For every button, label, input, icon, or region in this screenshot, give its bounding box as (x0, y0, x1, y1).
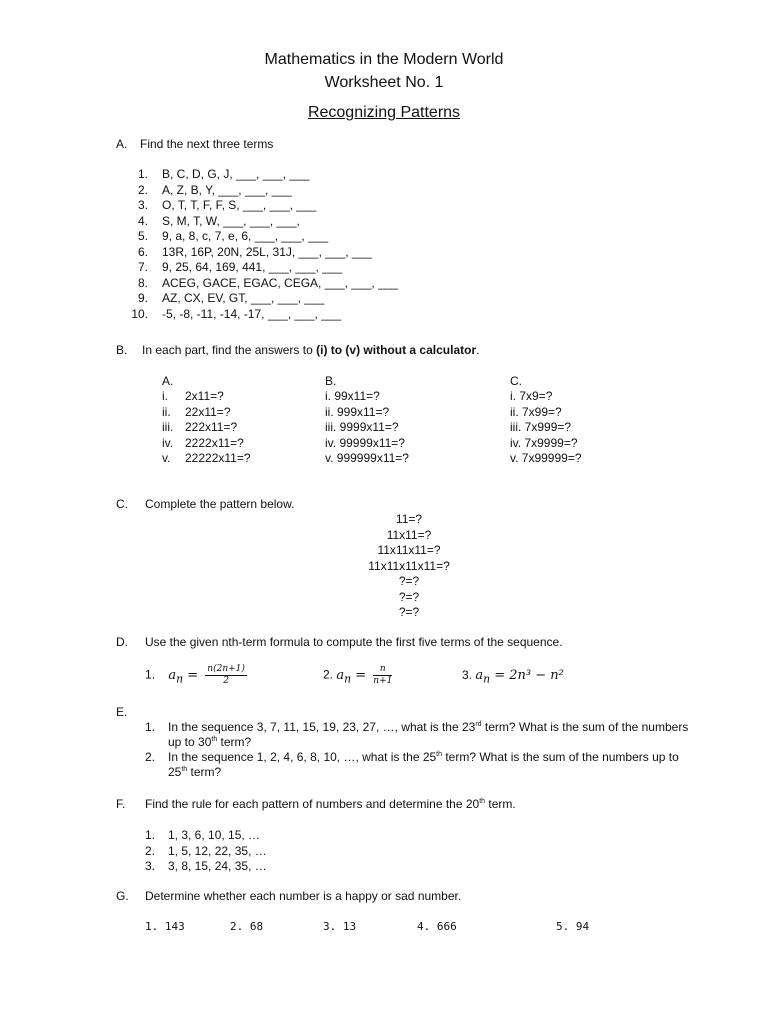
course-title: Mathematics in the Modern World (264, 51, 504, 68)
list-item: AZ, CX, EV, GT, ___, ___, ___ (162, 291, 325, 305)
column-a-roman: iv. (162, 435, 174, 450)
section-g-instruction: Determine whether each number is a happy or sad number. (145, 889, 462, 903)
happy-number-item: 3. 13 (323, 920, 357, 933)
list-item-number: 1. (137, 167, 148, 181)
column-b-item: iv. 99999x11=? (325, 435, 405, 450)
column-b-head: B. (325, 374, 337, 388)
list-item-number: 1. (145, 828, 156, 842)
e-question-2-line1: In the sequence 1, 2, 4, 6, 8, 10, …, what is the 25th term? What is the sum of the numbers up to (168, 750, 679, 764)
column-a-roman: iii. (162, 420, 174, 434)
e-question-2-num: 2. (145, 750, 156, 764)
e-question-1-line1: In the sequence 3, 7, 11, 15, 19, 23, 27, …, what is the 23rd term? What is the sum of the numbers (168, 720, 689, 734)
section-f-letter: F. (116, 797, 126, 811)
column-b-item: iii. 9999x11=? (325, 420, 399, 434)
section-e-letter: E. (116, 705, 128, 719)
list-item-number: 5. (137, 229, 148, 243)
column-c-item: iii. 7x999=? (510, 420, 572, 434)
list-item-number: 7. (137, 260, 148, 274)
section-a-letter: A. (116, 137, 128, 151)
column-c-item: i. 7x9=? (510, 389, 553, 403)
list-item: B, C, D, G, J, ___, ___, ___ (162, 167, 310, 181)
column-a-roman: ii. (162, 404, 171, 419)
topic-title: Recognizing Patterns (307, 104, 461, 121)
section-d-letter: D. (116, 635, 128, 649)
list-item-number: 2. (145, 843, 156, 858)
happy-number-item: 4. 666 (417, 920, 457, 933)
section-f-instruction: Find the rule for each pattern of numbers and determine the 20th term. (145, 797, 516, 811)
e-question-1-num: 1. (145, 720, 156, 734)
column-a-item: 22x11=? (185, 404, 231, 419)
list-item: O, T, T, F, F, S, ___, ___, ___ (162, 198, 317, 212)
happy-number-item: 5. 94 (556, 920, 590, 933)
pattern-line: ?=? (398, 574, 420, 588)
section-c-letter: C. (116, 497, 128, 511)
e-question-2-line2: 25th term? (168, 765, 222, 779)
pattern-line: 11x11x11=? (377, 543, 441, 557)
column-b-item: v. 999999x11=? (325, 451, 409, 465)
pattern-line: 11x11x11x11=? (368, 558, 450, 573)
worksheet-number: Worksheet No. 1 (324, 74, 444, 91)
list-item: ACEG, GACE, EGAC, CEGA, ___, ___, ___ (162, 275, 399, 290)
list-item-number: 3. (145, 859, 156, 873)
list-item: A, Z, B, Y, ___, ___, ___ (162, 182, 292, 197)
column-c-item: iv. 7x9999=? (510, 435, 578, 450)
e-question-1-line2: up to 30th term? (168, 735, 252, 749)
column-c-item: ii. 7x99=? (510, 404, 562, 419)
pattern-line: ?=? (398, 605, 420, 619)
pattern-line: ?=? (398, 589, 420, 604)
formula-2: 2. $a_n$ = $\frac{n}{n+1}$ (323, 664, 393, 686)
section-a-instruction: Find the next three terms (140, 137, 274, 151)
column-a-item: 222x11=? (185, 420, 238, 434)
list-item: -5, -8, -11, -14, -17, ___, ___, ___ (162, 306, 342, 321)
happy-number-item: 1. 143 (145, 920, 185, 933)
column-c-item: v. 7x99999=? (510, 451, 582, 465)
list-item-number: 10. (131, 306, 148, 321)
list-item-number: 9. (137, 291, 148, 305)
column-a-item: 2222x11=? (185, 435, 244, 450)
column-a-roman: i. (162, 389, 168, 403)
list-item-number: 3. (137, 198, 148, 212)
pattern-line: 11x11=? (386, 527, 432, 542)
list-item: 13R, 16P, 20N, 25L, 31J, ___, ___, ___ (162, 244, 372, 259)
section-d-instruction: Use the given nth-term formula to compute the first five terms of the sequence. (145, 635, 563, 649)
formula-1: 1. $a_n$ = $\frac{n(2n+1)}{2}$ (145, 664, 245, 686)
section-g-letter: G. (116, 889, 129, 903)
column-a-item: 22222x11=? (185, 451, 251, 465)
list-item: 9, a, 8, c, 7, e, 6, ___, ___, ___ (162, 229, 329, 243)
list-item: 9, 25, 64, 169, 441, ___, ___, ___ (162, 260, 343, 274)
column-a-roman: v. (162, 451, 171, 465)
column-b-item: ii. 999x11=? (325, 404, 390, 419)
list-item: 3, 8, 15, 24, 35, … (168, 859, 267, 873)
section-b-instruction: In each part, find the answers to (i) to (v) without a calculator. (142, 343, 480, 357)
column-b-item: i. 99x11=? (325, 389, 380, 403)
list-item: 1, 5, 12, 22, 35, … (168, 843, 267, 858)
column-a-item: 2x11=? (185, 389, 224, 403)
list-item-number: 4. (137, 213, 148, 228)
column-a-head: A. (162, 374, 174, 388)
list-item: 1, 3, 6, 10, 15, … (168, 828, 261, 842)
section-c-instruction: Complete the pattern below. (145, 497, 295, 511)
list-item: S, M, T, W, ___, ___, ___, (162, 213, 300, 228)
happy-number-item: 2. 68 (230, 920, 264, 933)
list-item-number: 2. (137, 182, 148, 197)
formula-3: 3. $a_n = 2n^3 - n^2$ (462, 668, 564, 686)
section-b-letter: B. (116, 343, 128, 357)
column-c-head: C. (510, 374, 522, 388)
list-item-number: 6. (137, 244, 148, 259)
pattern-line: 11=? (395, 512, 423, 526)
list-item-number: 8. (137, 275, 148, 290)
